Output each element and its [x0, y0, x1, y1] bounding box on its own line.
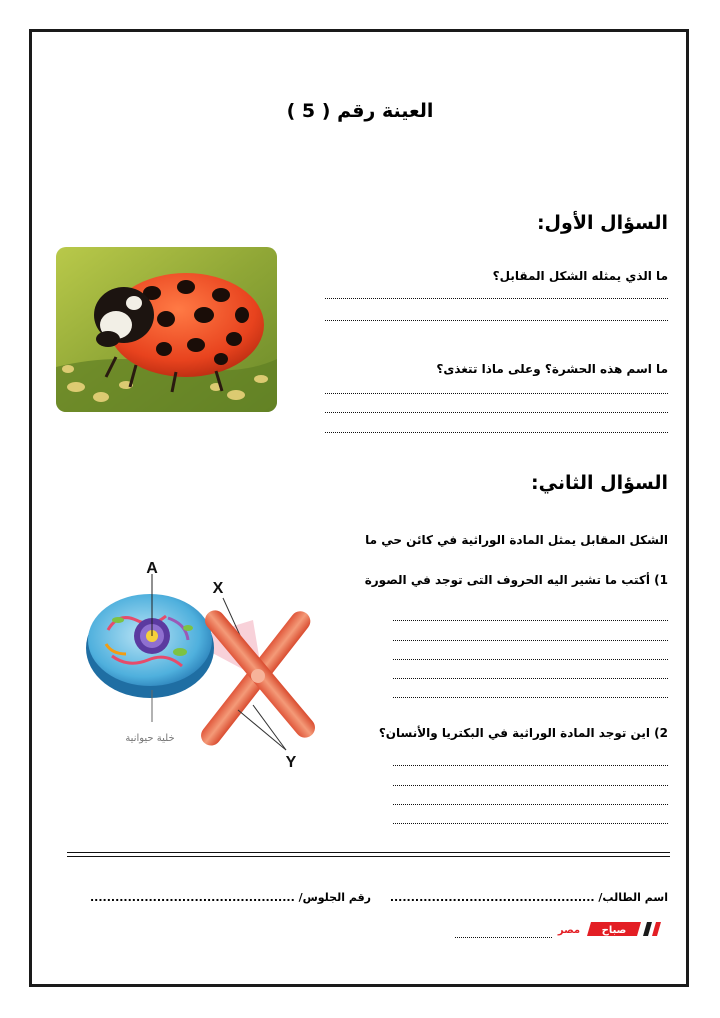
- answer-line: [393, 804, 668, 805]
- q2-intro: الشكل المقابل يمثل المادة الوراثية في كائن حي ما: [365, 533, 668, 547]
- answer-line: [393, 678, 668, 679]
- logo-dotted-line: [455, 937, 552, 938]
- q2-item-1: 1) أكتب ما تشير اليه الحروف التى توجد في الصورة: [364, 573, 668, 587]
- seat-number-field: رقم الجلوس/ .................................................: [90, 891, 371, 904]
- cell-caption: خلية حيوانية: [125, 733, 175, 744]
- answer-line: [393, 659, 668, 660]
- sabah-masr-logo: [555, 919, 667, 939]
- q1-heading: السؤال الأول:: [536, 212, 668, 234]
- label-a: A: [146, 560, 158, 577]
- page-title: العينة رقم ( 5 ): [286, 100, 434, 122]
- svg-text:صباح: صباح: [601, 925, 627, 936]
- answer-line: [325, 298, 668, 299]
- answer-line: [393, 640, 668, 641]
- answer-line: [325, 432, 668, 433]
- label-x: X: [212, 580, 224, 597]
- answer-line: [393, 785, 668, 786]
- answer-line: [325, 412, 668, 413]
- answer-line: [393, 697, 668, 698]
- q2-item-2: 2) اين توجد المادة الوراثية في البكتريا والأنسان؟: [378, 726, 668, 740]
- svg-text:مصر: مصر: [557, 925, 581, 936]
- answer-line: [325, 320, 668, 321]
- q2-heading: السؤال الثاني:: [531, 472, 668, 494]
- q1-question-2: ما اسم هذه الحشرة؟ وعلى ماذا تتغذى؟: [436, 362, 668, 376]
- answer-line: [325, 393, 668, 394]
- answer-line: [393, 823, 668, 824]
- double-separator: [67, 852, 670, 860]
- answer-line: [393, 765, 668, 766]
- cell-chromosome-figure: [78, 560, 338, 775]
- q1-question-1: ما الذي يمثله الشكل المقابل؟: [492, 269, 668, 283]
- ladybug-photo: [56, 247, 277, 412]
- student-name-field: اسم الطالب/ .................................................: [389, 891, 668, 904]
- label-y: Y: [285, 754, 297, 771]
- page-border: [29, 29, 689, 987]
- answer-line: [393, 620, 668, 621]
